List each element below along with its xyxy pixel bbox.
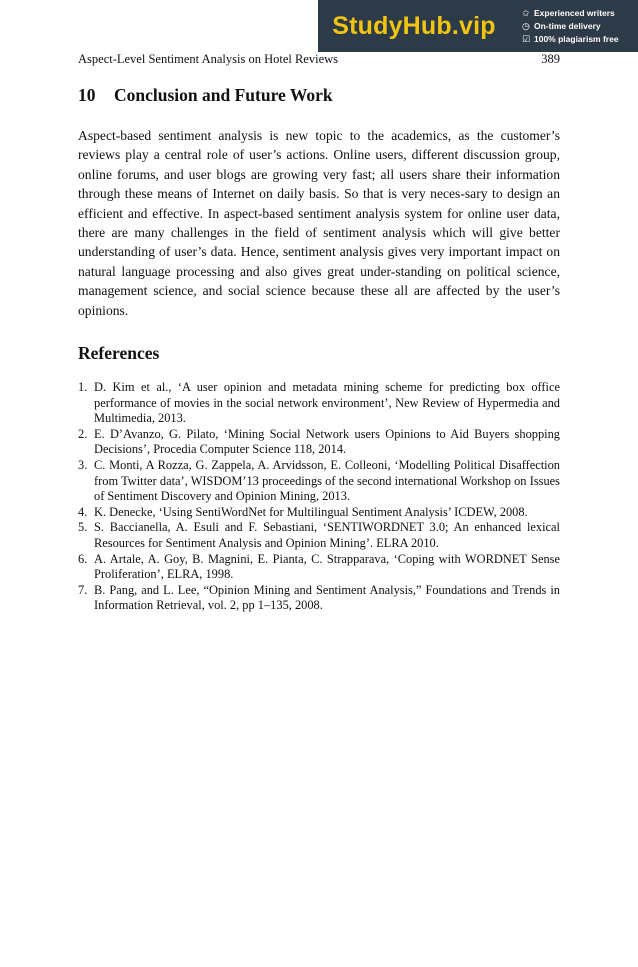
reference-text: D. Kim et al., ‘A user opinion and metadata mining scheme for predicting box office performance of movies in the social network environment’, New Review of Hypermedia and Multimedia, 2013.	[94, 380, 560, 426]
reference-item	[78, 520, 560, 551]
feature-on-time-delivery	[522, 20, 638, 33]
references-heading: References	[78, 343, 160, 363]
reference-number: 2.	[78, 426, 88, 441]
reference-number: 3.	[78, 457, 88, 472]
reference-number: 5.	[78, 520, 88, 535]
reference-text: S. Baccianella, A. Esuli and F. Sebastiani, ‘SENTIWORDNET 3.0; An enhanced lexical Resources for Sentiment Analysis and Opinion Mining’. ELRA 2010.	[94, 520, 560, 550]
feature-label: 100% plagiarism free	[534, 33, 619, 44]
star-icon: ✩	[522, 7, 530, 18]
feature-label: On-time delivery	[534, 20, 601, 31]
feature-label: Experienced writers	[534, 7, 615, 18]
body-paragraph: Aspect-based sentiment analysis is new topic to the academics, as the customer’s reviews play a central role of user’s actions. Online users, different discussion group, online forums, and user blogs are growing very fast; all users share their information through these means of Internet on daily basis. So that is very neces-sary to design an efficient and effective. In aspect-based sentiment analysis system for online user data, there are many challenges in the field of sentiment analysis which will give better understanding of user’s data. Hence, sentiment analysis gives very important impact on natural language processing and also gives great under-standing on political science, management science, and social science because these all are affected by the user’s opinions.	[78, 128, 560, 318]
running-header	[78, 52, 560, 67]
reference-number: 4.	[78, 504, 88, 519]
references-list	[78, 380, 560, 614]
reference-text: A. Artale, A. Goy, B. Magnini, E. Pianta, C. Strapparava, ‘Coping with WORDNET Sense Proliferation’, ELRA, 1998.	[94, 551, 560, 582]
studyhub-banner[interactable]	[318, 0, 638, 52]
reference-text: C. Monti, A Rozza, G. Zappela, A. Arvidsson, E. Colleoni, ‘Modelling Political Disaffection from Twitter data’, WISDOM’13 proceedings of the second international Workshop on Issues of Sentiment Discovery and Opinion Mining, 2013.	[94, 457, 560, 504]
reference-item	[78, 583, 560, 614]
reference-text: E. D’Avanzo, G. Pilato, ‘Mining Social Network users Opinions to Aid Buyers shopping Decisions’, Procedia Computer Science 118, 2014.	[94, 426, 560, 457]
page-number: 389	[541, 52, 560, 66]
reference-item	[78, 505, 560, 521]
reference-number: 6.	[78, 551, 88, 566]
reference-text: K. Denecke, ‘Using SentiWordNet for Multilingual Sentiment Analysis’ ICDEW, 2008.	[94, 504, 528, 519]
running-title: Aspect-Level Sentiment Analysis on Hotel Reviews	[78, 52, 339, 66]
studyhub-logo[interactable]: StudyHub.vip	[318, 0, 510, 52]
reference-item	[78, 458, 560, 505]
section-heading	[78, 85, 333, 106]
reference-text: B. Pang, and L. Lee, “Opinion Mining and Sentiment Analysis,” Foundations and Trends in Information Retrieval, vol. 2, pp 1–135, 2008.	[94, 582, 560, 613]
feature-experienced-writers	[522, 7, 638, 20]
section-title: Conclusion and Future Work	[114, 85, 333, 105]
reference-item	[78, 427, 560, 458]
section-number: 10	[78, 85, 96, 105]
reference-item	[78, 552, 560, 583]
reference-number: 1.	[78, 380, 88, 394]
feature-plagiarism-free	[522, 33, 638, 46]
reference-number: 7.	[78, 582, 88, 597]
banner-features	[510, 0, 638, 52]
clock-icon: ◷	[522, 20, 530, 31]
check-document-icon: ☑	[522, 33, 531, 44]
reference-item	[78, 380, 560, 427]
